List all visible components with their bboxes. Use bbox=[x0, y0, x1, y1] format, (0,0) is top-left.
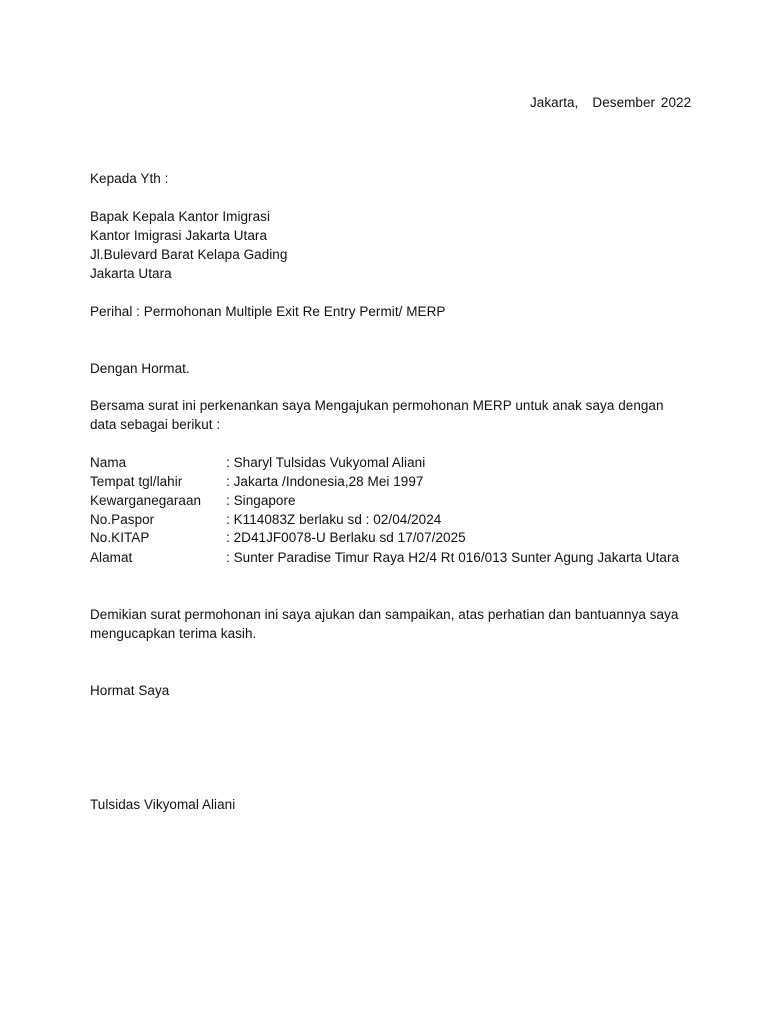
detail-label-ttl: Tempat tgl/lahir bbox=[90, 474, 183, 489]
detail-label-kitap: No.KITAP bbox=[90, 530, 150, 545]
salutation-to: Kepada Yth : bbox=[90, 171, 169, 186]
detail-value-kitap: : 2D41JF0078-U Berlaku sd 17/07/2025 bbox=[226, 530, 466, 545]
detail-label-kewarganegaraan: Kewarganegaraan bbox=[90, 493, 202, 508]
letter-date bbox=[530, 94, 691, 112]
detail-value-ttl: : Jakarta /Indonesia,28 Mei 1997 bbox=[226, 474, 424, 489]
intro-line: Bersama surat ini perkenankan saya Mengajukan permohonan MERP untuk anak saya dengan bbox=[90, 398, 664, 413]
detail-value-alamat: : Sunter Paradise Timur Raya H2/4 Rt 016/013 Sunter Agung Jakarta Utara bbox=[226, 550, 680, 565]
recipient-line: Kantor Imigrasi Jakarta Utara bbox=[90, 228, 268, 243]
detail-value-kewarganegaraan: : Singapore bbox=[226, 493, 296, 508]
letter-subject: Perihal : Permohonan Multiple Exit Re Entry Permit/ MERP bbox=[90, 304, 446, 319]
detail-value-paspor: : K114083Z berlaku sd : 02/04/2024 bbox=[226, 512, 442, 527]
signatory-name: Tulsidas Vikyomal Aliani bbox=[90, 797, 236, 812]
detail-label-alamat: Alamat bbox=[90, 550, 133, 565]
letter-greeting: Dengan Hormat. bbox=[90, 361, 190, 376]
detail-value-nama: : Sharyl Tulsidas Vukyomal Aliani bbox=[226, 455, 426, 470]
detail-label-nama: Nama bbox=[90, 455, 127, 470]
date-value: Desember 2022 bbox=[592, 95, 692, 110]
recipient-line: Bapak Kepala Kantor Imigrasi bbox=[90, 209, 270, 224]
recipient-line: Jakarta Utara bbox=[90, 266, 172, 281]
closing-line: Demikian surat permohonan ini saya ajukan dan sampaikan, atas perhatian dan bantuannya saya bbox=[90, 607, 679, 622]
intro-line: data sebagai berikut : bbox=[90, 417, 221, 432]
recipient-line: Jl.Bulevard Barat Kelapa Gading bbox=[90, 247, 288, 262]
date-city: Jakarta, bbox=[530, 95, 579, 110]
detail-label-paspor: No.Paspor bbox=[90, 512, 155, 527]
sign-off: Hormat Saya bbox=[90, 683, 170, 698]
closing-line: mengucapkan terima kasih. bbox=[90, 626, 257, 641]
